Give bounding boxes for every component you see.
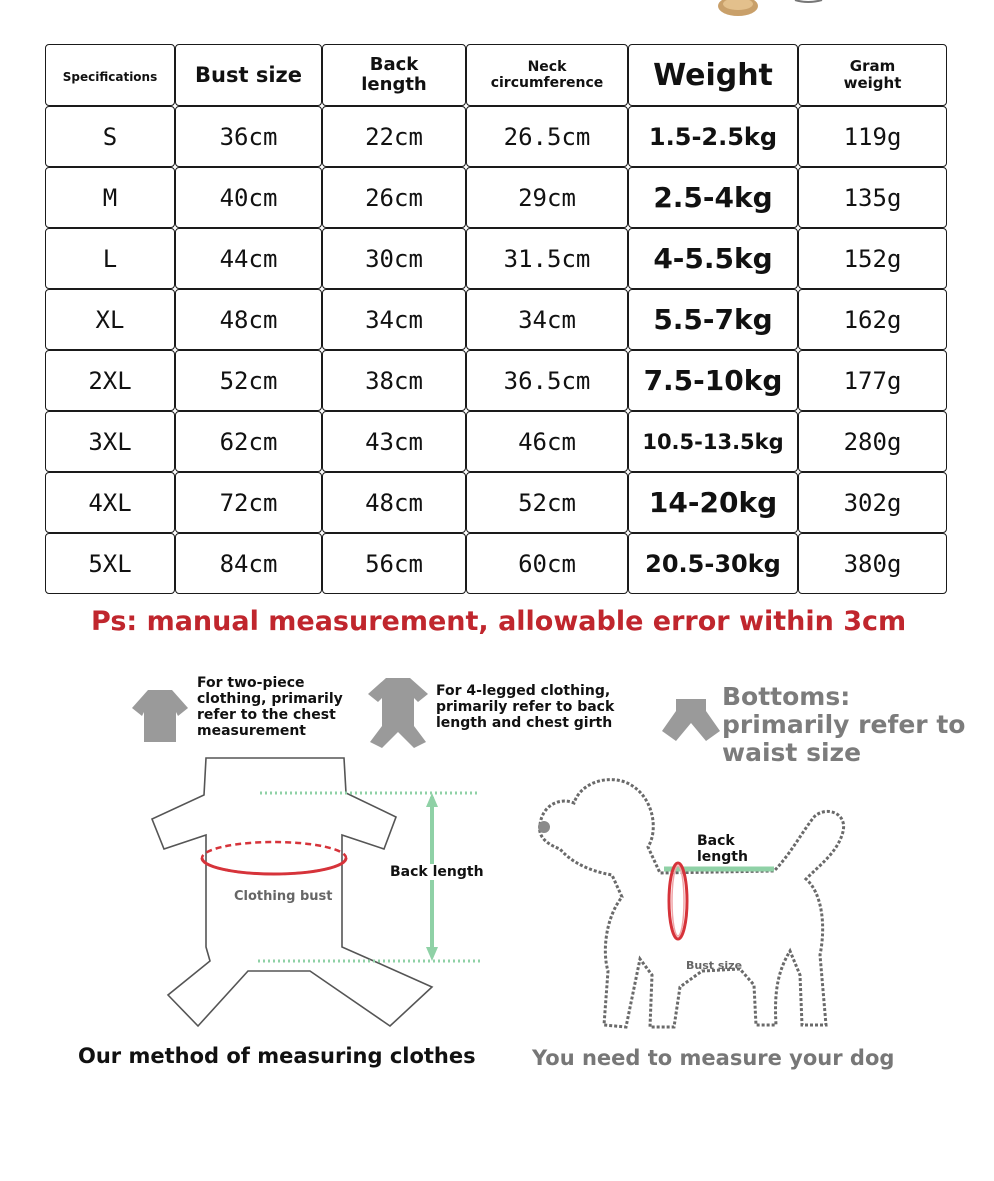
cell-neck: 31.5cm [466,228,628,289]
cell-back: 34cm [322,289,466,350]
header-specifications: Specifications [45,44,175,106]
cell-bust: 72cm [175,472,322,533]
top-decoration [0,0,994,20]
cell-size: M [45,167,175,228]
cell-bust: 48cm [175,289,322,350]
size-chart-table [45,44,947,594]
legend-four-legged: For 4-legged clothing, primarily refer to back length and chest girth [436,683,615,731]
dog-diagram [530,775,850,1035]
cell-bust: 36cm [175,106,322,167]
cell-gram: 302g [798,472,947,533]
cell-neck: 34cm [466,289,628,350]
cell-size: 4XL [45,472,175,533]
cell-bust: 62cm [175,411,322,472]
cell-weight: 14-20kg [628,472,798,533]
cell-size: 5XL [45,533,175,594]
header-weight: Weight [628,44,798,106]
header-back-length: Back length [322,44,466,106]
cell-size: L [45,228,175,289]
measurement-note: Ps: manual measurement, allowable error within 3cm [91,606,907,637]
cell-weight: 2.5-4kg [628,167,798,228]
cell-back: 43cm [322,411,466,472]
cell-weight: 5.5-7kg [628,289,798,350]
cell-size: XL [45,289,175,350]
clothing-caption: Our method of measuring clothes [78,1044,476,1068]
cell-gram: 162g [798,289,947,350]
legend-two-piece: For two-piece clothing, primarily refer to the chest measurement [197,675,343,739]
cell-gram: 380g [798,533,947,594]
cell-weight: 1.5-2.5kg [628,106,798,167]
cell-bust: 84cm [175,533,322,594]
cell-gram: 119g [798,106,947,167]
dog-back-length-label: Back length [697,833,748,865]
legend-bottoms: Bottoms: primarily refer to waist size [722,682,966,767]
header-bust-size: Bust size [175,44,322,106]
clothing-bust-label: Clothing bust [234,889,333,904]
cell-neck: 52cm [466,472,628,533]
table-row [45,106,947,167]
cell-bust: 40cm [175,167,322,228]
cell-weight: 4-5.5kg [628,228,798,289]
cell-back: 48cm [322,472,466,533]
cell-gram: 177g [798,350,947,411]
cell-weight: 7.5-10kg [628,350,798,411]
cell-weight: 20.5-30kg [628,533,798,594]
cell-neck: 46cm [466,411,628,472]
cell-neck: 36.5cm [466,350,628,411]
header-neck-circumference: Neck circumference [466,44,628,106]
table-row [45,533,947,594]
two-piece-shirt-icon [130,688,190,744]
cell-back: 22cm [322,106,466,167]
dog-caption: You need to measure your dog [532,1046,895,1070]
cell-bust: 52cm [175,350,322,411]
cell-size: S [45,106,175,167]
table-row [45,411,947,472]
cell-back: 56cm [322,533,466,594]
four-legged-suit-icon [366,676,430,750]
cell-gram: 280g [798,411,947,472]
header-gram-weight: Gram weight [798,44,947,106]
table-row [45,289,947,350]
clothing-back-length-label: Back length [390,864,484,880]
bottoms-icon [660,697,722,743]
cell-neck: 60cm [466,533,628,594]
cell-bust: 44cm [175,228,322,289]
table-header-row [45,44,947,106]
cell-size: 3XL [45,411,175,472]
cell-back: 38cm [322,350,466,411]
table-row [45,472,947,533]
dog-bust-size-label: Bust size [686,959,743,972]
cell-gram: 152g [798,228,947,289]
cell-size: 2XL [45,350,175,411]
table-row [45,350,947,411]
cell-neck: 26.5cm [466,106,628,167]
cell-gram: 135g [798,167,947,228]
table-row [45,228,947,289]
cell-weight: 10.5-13.5kg [628,411,798,472]
cell-back: 30cm [322,228,466,289]
cell-back: 26cm [322,167,466,228]
table-row [45,167,947,228]
cell-neck: 29cm [466,167,628,228]
